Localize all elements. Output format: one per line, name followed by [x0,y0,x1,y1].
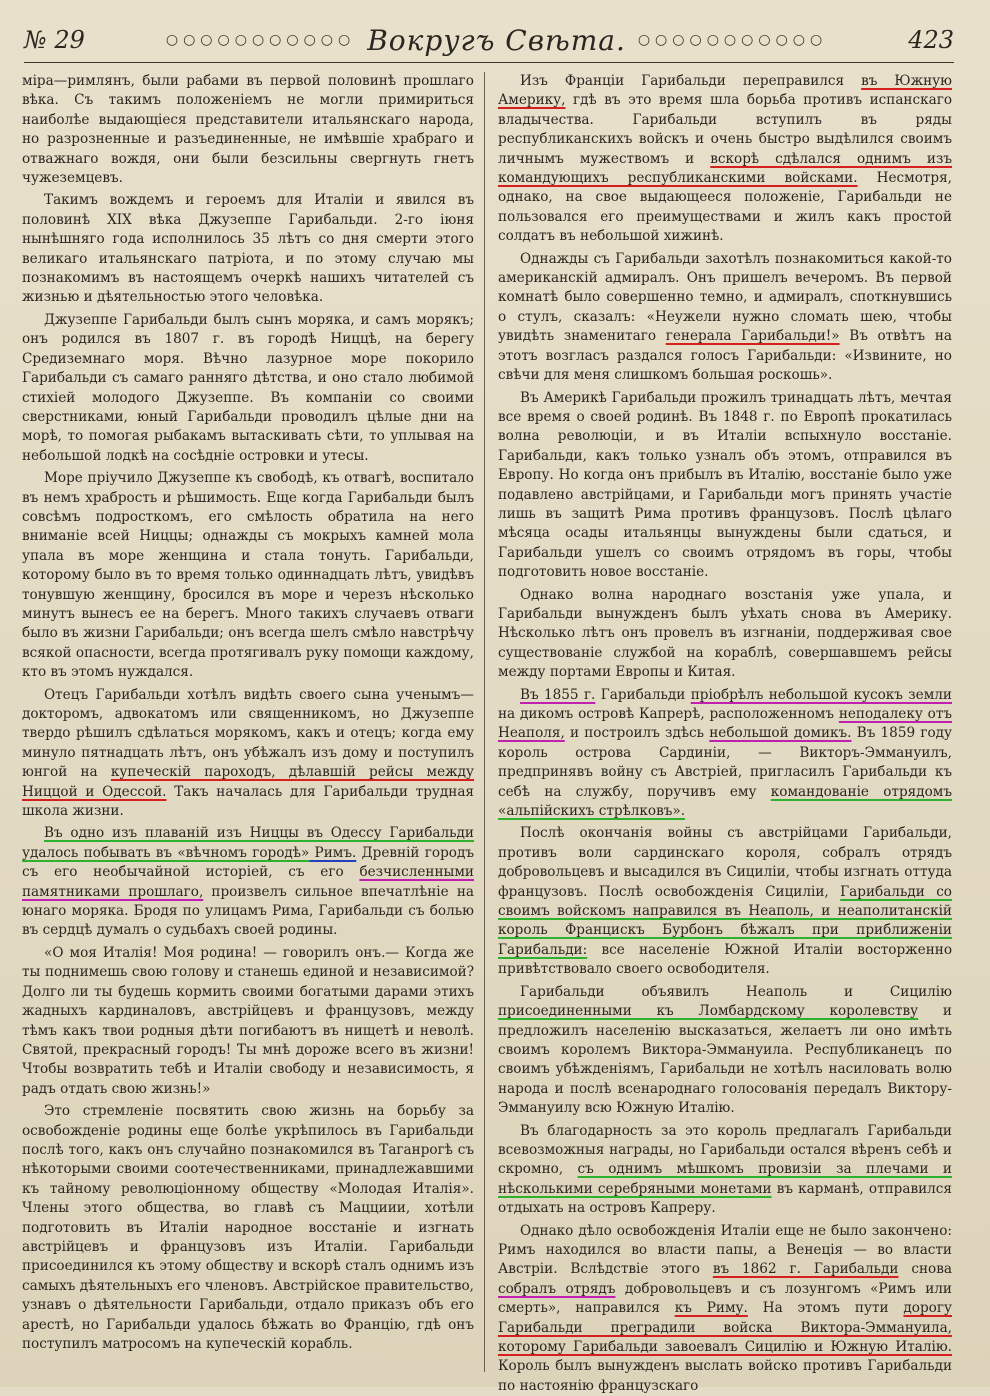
text-run: На этомъ пути [747,1300,904,1317]
paragraph: Въ Америкѣ Гарибальди прожилъ тринадцать лѣтъ, мечтая все время о своей родинѣ. Въ 1848 г. по Европѣ прокатилась волна революціи, и въ Италіи вспыхнуло восстаніе. Гарибальди, какъ только узналъ объ этомъ, отправился въ Европу. Но когда онъ прибылъ въ Италію, восстаніе было уже подавлено австрійцами, и Гарибальди могъ принять участіе лишь въ защитѣ Рима противъ французовъ. Послѣ цѣлаго мѣсяца осады итальянцы вынуждены были сдаться, и Гарибальди ушелъ со своимъ отрядомъ въ горы, чтобы подготовить новое восстаніе. [498,389,952,581]
paragraph: міра—римлянъ, были рабами въ первой половинѣ прошлаго вѣка. Съ такимъ положеніемъ не могли примириться наиболѣе выдающіеся представители итальянскаго народа, но разрозненные и разъединенные, не имѣвшіе храбраго и отважнаго вождя, они были безсильны свергнуть гнетъ чужеземцевъ. [22,73,474,187]
ornament-dots-left: ○○○○○○○○○○○ [165,32,356,48]
paragraph [22,686,474,822]
left-column [22,72,474,1372]
highlight-magenta: безчисленными памятниками прошлаго, [22,864,474,900]
text-run: произвелъ сильное впечатлѣніе на юнаго моряка. Бродя по улицамъ Рима, Гарибальди съ болью въ сердцѣ думалъ о судьбахъ своей родины. [22,883,474,939]
page-header [24,18,954,63]
highlight-red: въ Южную Америку, [498,73,952,109]
text-run: и построилъ здѣсь [564,725,710,742]
highlight-green: Въ одно изъ плаваній изъ Ниццы въ Одессу Гарибальди удалось побывать въ «вѣчномъ городѣ» [22,825,474,861]
text-run: Однажды съ Гарибальди захотѣлъ познакомиться какой-то американскій адмиралъ. Онъ пришелъ вечеромъ. Въ первой комнатѣ было совершенно темно, и адмиралъ, споткнувшись о стулъ, сказалъ: «Неужели нужно сломать шею, чтобы увидѣть знаменитаго [498,250,952,345]
paragraph [498,686,952,822]
page-number: 423 [908,26,954,54]
text-run: Несмотря, однако, на свое выдающееся положеніе, Гарибальди не пользовался его преимуществами и жилъ какъ простой солдатъ въ небольшой хижинѣ. [498,170,952,245]
text-run: въ карманѣ, отправился отдыхать на островъ Капреру. [498,1180,952,1217]
highlight-green: командованіе отрядомъ «альпійскихъ стрѣлковъ». [498,783,953,820]
highlight-red: купеческій пароходъ, дѣлавшій рейсы между Ниццой и Одессой. [22,764,474,800]
paragraph [22,824,474,940]
highlight-magenta: неподалеку отъ Неаполя, [498,706,952,742]
text-run: снова [898,1261,952,1278]
text-run: Такъ началась для Гарибальди трудная школа жизни. [22,783,475,820]
text-run: добровольцевъ и съ лозунгомъ «Римъ или смерть», направился [498,1280,952,1317]
text-run: Гарибальди [595,686,691,703]
highlight-red: вскорѣ сдѣлался однимъ изъ командующихъ республиканскими войсками. [498,150,953,187]
paragraph [498,1222,952,1396]
magazine-title: Вокругъ Свѣта. [367,23,626,57]
text-run: все населеніе Южной Италіи восторженно привѣтствовало своего освободителя. [498,941,952,978]
paragraph [498,72,952,247]
paragraph [498,1122,952,1219]
right-column [498,72,953,1394]
text-run: и предложилъ населенію высказаться, желаетъ ли оно имѣть своимъ королемъ Виктора-Эммануила. Республиканецъ по своимъ убѣжденіямъ, Гарибальди не хотѣлъ насиловать волю народа и послѣ всенароднаго голосованія передалъ Виктору-Эммануилу всю Южную Италію. [498,1003,952,1117]
text-run: Послѣ окончанія войны съ австрійцами Гарибальди, противъ воли сардинскаго короля, собралъ отрядъ добровольцевъ и высадился въ Сициліи, чтобы изгнать оттуда французовъ. Послѣ освобожденія Сициліи, [498,825,952,900]
highlight-magenta: пріобрѣлъ небольшой кусокъ земли [690,686,952,703]
highlight-green: съ однимъ мѣшкомъ провизіи за плечами и нѣсколькими серебряными монетами [498,1161,952,1197]
highlight-blue: Римъ. [309,844,357,861]
paragraph: Однако волна народнаго возстанія уже упала, и Гарибальди вынужденъ былъ уѣхать снова въ Америку. Нѣсколько лѣтъ онъ провелъ въ изгнаніи, поддерживая свое существованіе службой на кораблѣ, совершавшемъ рейсы между портами Европы и Китая. [498,586,952,681]
text-run: Гарибальди объявилъ Неаполь и Сицилію [520,983,952,1000]
paragraph: Море пріучило Джузеппе къ свободѣ, къ отвагѣ, воспитало въ немъ храбрость и рѣшимость. Еще когда Гарибальди былъ совсѣмъ подросткомъ, его смѣлость обратила на него вниманіе всей Ниццы; однажды съ мокрыхъ камней мола упала въ море женщина и стала тонуть. Гарибальди, которому было въ то время только одиннадцать лѣтъ, увидѣвъ тонувшую женщину, бросился въ море и черезъ нѣсколько минутъ вынесъ ее на берегъ. Много такихъ случаевъ отваги было въ жизни Гарибальди; онъ всегда шелъ смѣло навстрѣчу всякой опасности, всегда протягивалъ руку помощи каждому, кто въ этомъ нуждался. [22,470,474,681]
text-run: Въ отвѣтъ на этотъ возгласъ раздался голосъ Гарибальди: «Извините, но свѣчи для меня слишкомъ большая роскошь». [498,328,952,384]
text-run: на дикомъ островѣ Капрерѣ, расположенномъ [498,706,839,722]
highlight-green: присоединенными къ Ломбардскому королевству [498,1003,919,1020]
highlight-red: въ 1862 г. Гарибальди [712,1261,899,1278]
highlight-red: дорогу Гарибальди преградили войска Виктора-Эммануила, которому Гарибальди завоевалъ Сицилію и Южную Италію. [498,1300,952,1355]
paragraph: «О моя Италія! Моя родина! — говорилъ онъ.— Когда же ты поднимешь свою голову и станешь единой и независимой? Долго ли ты будешь кормить своими богатыми дарами этихъ жадныхъ кардиналовъ, австрійцевъ и французовъ, между тѣмъ какъ твои родныя дѣти погибаютъ въ нищетѣ и неволѣ. Святой, прекрасный городъ! Ты мнѣ дороже всего въ жизни! Чтобы возвратить тебѣ и Италіи свободу и независимость, я радъ отдать свою жизнь!» [22,944,474,1097]
highlight-magenta: небольшой домикъ. [709,725,852,742]
text-run: Отецъ Гарибальди хотѣлъ видѣть своего сына ученымъ—докторомъ, адвокатомъ или священникомъ, но Джузеппе твердо рѣшилъ сдѣлаться морякомъ, какъ и отецъ; когда ему минуло пятнадцать лѣтъ, онъ убѣжалъ изъ дому и поступилъ юнгой на [22,686,474,781]
ornament-dots-right: ○○○○○○○○○○○ [637,32,828,48]
highlight-red: къ Риму. [674,1300,748,1317]
text-run: Изъ Франціи Гарибальди переправился [520,73,862,89]
paragraph [498,824,952,979]
text-run: Однако дѣло освобожденія Италіи еще не было закончено: Римъ находился во власти папы, а Венеція — во власти Австріи. Вслѣдствіе этого [498,1222,952,1278]
paragraph: Это стремленіе посвятить свою жизнь на борьбу за освобожденіе родины еще болѣе укрѣпилось въ Гарибальди послѣ того, какъ онъ случайно познакомился въ Таганрогѣ съ нѣкоторыми своими соотечественниками, принадлежавшими къ тайному революціонному обществу «Молодая Италія». Члены этого общества, во главѣ съ Мацциии, хотѣли подготовить въ Италіи народное восстаніе и изгнать австрійцевъ и французовъ изъ Италіи. Гарибальди присоединился къ этому обществу и вскорѣ сталъ однимъ изъ самыхъ дѣятельныхъ его членовъ. Австрійское правительство, узнавъ о дѣятельности Гарибальди, отдало приказъ объ его арестѣ, но Гарибальди удалось бѣжать во Францію, гдѣ онъ поступилъ матросомъ на купеческій корабль. [22,1103,474,1352]
text-run: Древній городъ съ его необычайной исторіей, съ его [22,844,474,881]
paragraph: Такимъ вождемъ и героемъ для Италіи и явился въ половинѣ XIX вѣка Джузеппе Гарибальди. 2-го іюня нынѣшняго года исполнилось 35 лѣтъ со дня смерти этого великаго итальянскаго патріота, и по этому случаю мы познакомимъ въ настоящемъ очеркѣ нашихъ читателей съ жизнью и дѣятельностью этого человѣка. [22,192,474,306]
issue-number: № 29 [24,26,85,54]
column-divider [484,72,485,1372]
highlight-magenta: Въ 1855 г. [520,686,596,703]
text-run: Въ благодарность за это король предлагалъ Гарибальди всевозможныя награды, но Гарибальди остался вѣренъ себѣ и скромно, [498,1122,952,1178]
highlight-red: генерала Гарибальди!» [665,328,840,345]
highlight-green: Гарибальди со своимъ войскомъ направился въ Неаполь, и неаполитанскій король Францискъ Бурбонъ бѣжалъ при приближеніи Гарибальди: [498,883,952,958]
text-run: гдѣ въ это время шла борьба противъ испанскаго владычества. Гарибальди вступилъ въ ряды республиканскихъ войскъ и очень быстро выдѣлился своимъ личнымъ мужествомъ и [498,92,952,167]
highlight-magenta: собралъ отрядъ [498,1280,616,1297]
text-run: Въ 1859 году король острова Сардиніи, — Викторъ-Эммануилъ, предпринявъ войну съ Австріей, пригласилъ Гарибальди къ себѣ на службу, поручивъ ему [498,725,953,800]
header-center [166,24,827,57]
paragraph: Джузеппе Гарибальди былъ сынъ моряка, и самъ морякъ; онъ родился въ 1807 г. въ городѣ Ниццѣ, на берегу Средиземнаго моря. Вѣчно лазурное море покорило Гарибальди съ самаго ранняго дѣтства, и оно стало любимой стихіей молодого Джузеппе. Въ компаніи со своими сверстниками, юный Гарибальди проводилъ цѣлые дни на морѣ, то помогая рыбакамъ вытаскивать сѣти, то уплывая на небольшой лодкѣ на сосѣдніе островки и утесы. [22,311,474,464]
paragraph [498,983,952,1119]
text-run: Король былъ вынужденъ выслать войско противъ Гарибальди по настоянію французскаго [498,1358,952,1394]
paragraph [498,250,952,386]
